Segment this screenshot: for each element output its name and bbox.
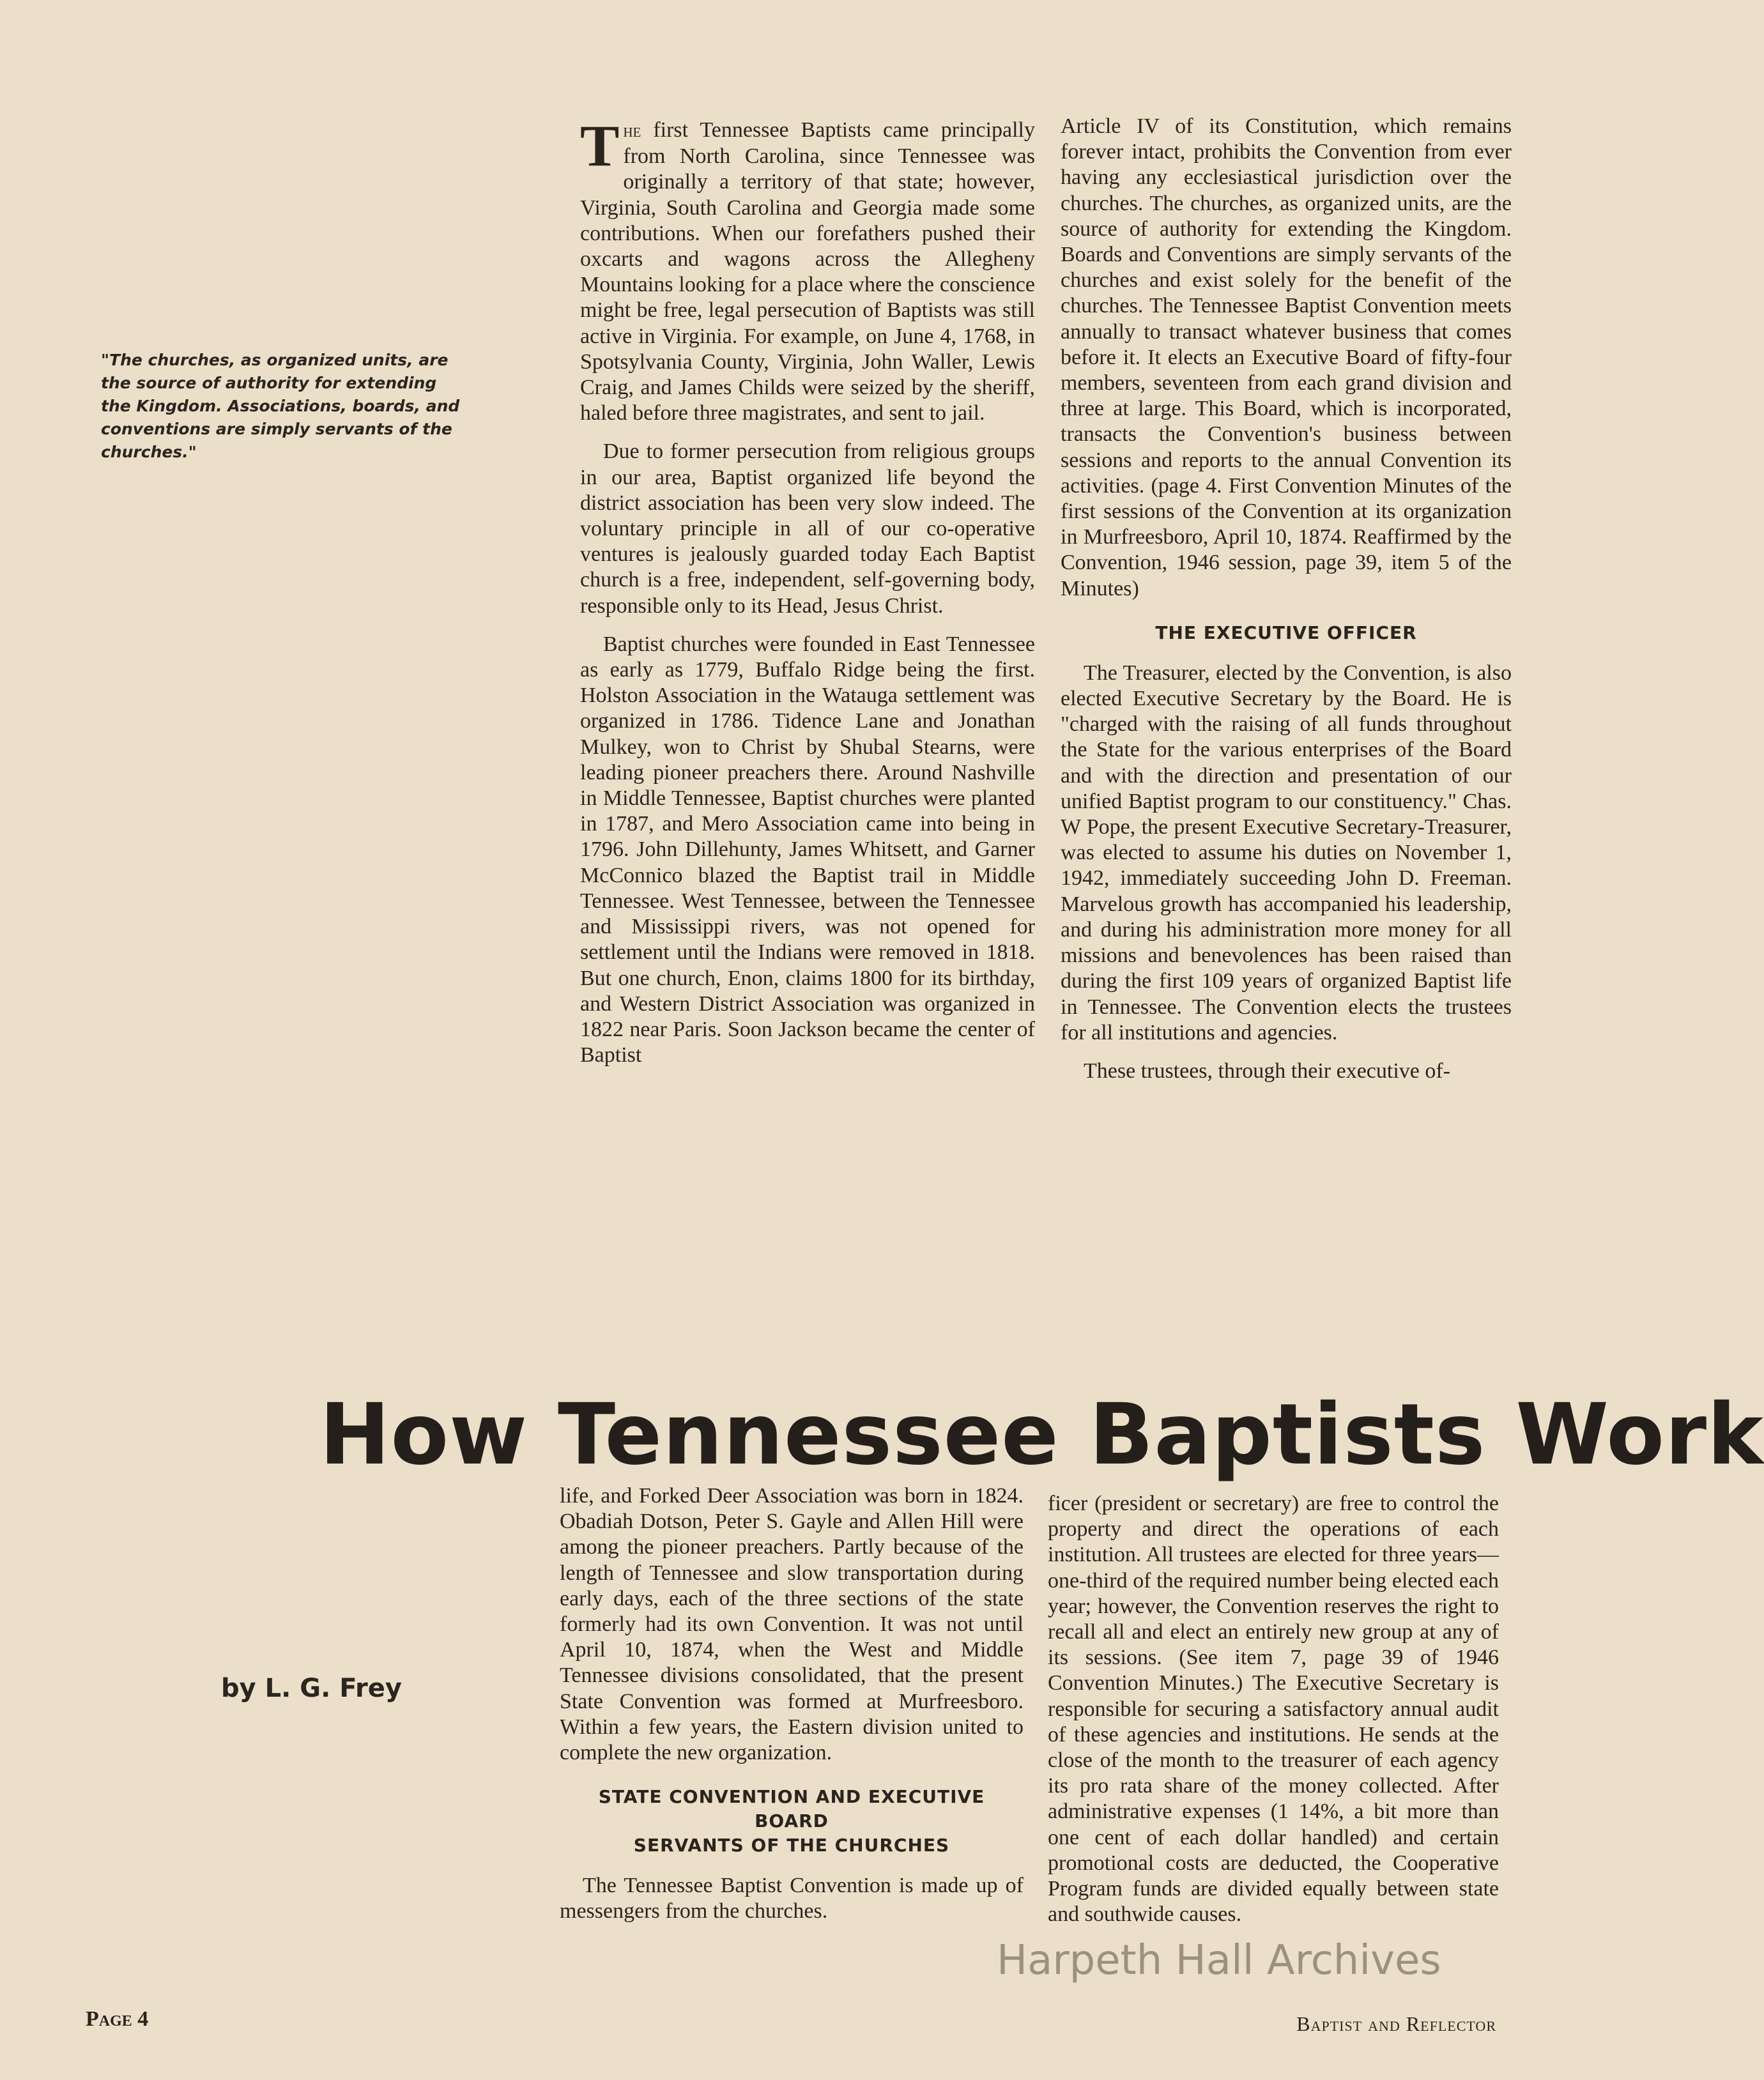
article-paragraph: Due to former persecution from religious groups in our area, Baptist organized life beyond the district association has been very slow indeed. The voluntary principle in all of our co-operative ventures is jealously guarded today Each Baptist church is a free, independent, self-governing body, responsible only to its Head, Jesus Christ. — [580, 440, 1035, 618]
article-column-2 — [1061, 114, 1512, 1097]
article-paragraph: These trustees, through their executive of- — [1084, 1059, 1451, 1083]
article-paragraph: The Tennessee Baptist Convention is made up of messengers from the churches. — [560, 1874, 1024, 1923]
page-number: Page 4 — [86, 2007, 149, 2031]
article-paragraph: Baptist churches were founded in East Tennessee as early as 1779, Buffalo Ridge being the first. Holston Association in the Watauga settlement was organized in 1786. Tidence Lane and Jonathan Mulkey, won to Christ by Shubal Stearns, were leading pioneer preachers there. Around Nashville in Middle Tennessee, Baptist churches were planted in 1787, and Mero Association came into being in 1796. John Dillehunty, James Whitsett, and Garner McConnico blazed the Baptist trail in Middle Tennessee. West Tennessee, between the Tennessee and Mississippi rivers, was not opened for settlement until the Indians were removed in 1818. But one church, Enon, claims 1800 for its birthday, and Western District Association was organized in 1822 near Paris. Soon Jackson became the center of Baptist — [580, 632, 1035, 1067]
byline: by L. G. Frey — [221, 1674, 402, 1703]
section-heading-state-convention — [560, 1785, 1024, 1858]
article-column-3 — [560, 1483, 1024, 1938]
article-paragraph: life, and Forked Deer Association was born in 1824. Obadiah Dotson, Peter S. Gayle and Allen Hill were among the pioneer preachers. Partly because of the length of Tennessee and slow transportation during early days, each of the three sections of the state formerly had its own Convention. It was not until April 10, 1874, when the West and Middle Tennessee divisions consolidated, that the present State Convention was formed at Murfreesboro. Within a few years, the Eastern division united to complete the new organization. — [560, 1484, 1024, 1765]
article-paragraph — [580, 113, 1036, 426]
article-column-4 — [1048, 1491, 1499, 1940]
heading-line: STATE CONVENTION AND EXECUTIVE — [598, 1786, 985, 1808]
heading-line: SERVANTS OF THE CHURCHES — [633, 1835, 950, 1856]
heading-line: BOARD — [755, 1810, 829, 1832]
section-heading-executive-officer: THE EXECUTIVE OFFICER — [1155, 622, 1417, 643]
archive-watermark: Harpeth Hall Archives — [997, 1937, 1441, 1984]
article-paragraph: The Treasurer, elected by the Convention, is also elected Executive Secretary by the Board. He is "charged with the raising of all funds throughout the State for the various enterprises of the Board and with the direction and presentation of our unified Baptist program to our constituency." Chas. W Pope, the present Executive Secretary-Treasurer, was elected to assume his duties on November 1, 1942, immediately succeeding John D. Freeman. Marvelous growth has accompanied his leadership, and during his administration more money for all missions and benevolences has been raised than during the first 109 years of organized Baptist life in Tennessee. The Convention elects the trustees for all institutions and agencies. — [1061, 661, 1512, 1044]
article-title: How Tennessee Baptists Work — [319, 1386, 1764, 1485]
journal-name: Baptist and Reflector — [1296, 2012, 1496, 2035]
article-paragraph: Article IV of its Constitution, which remains forever intact, prohibits the Convention from ever having any ecclesiastical jurisdiction over the churches. The churches, as organized units, are the source of authority for extending the Kingdom. Boards and Conventions are simply servants of the churches and exist solely for the benefit of the churches. The Tennessee Baptist Convention meets annually to transact whatever business that comes before it. It elects an Executive Board of fifty-four members, seventeen from each grand division and three at large. This Board, which is incorporated, transacts the Convention's business between sessions and reports to the annual Convention its activities. (page 4. First Convention Minutes of the first sessions of the Convention at its organization in Murfreesboro, April 10, 1874. Reaffirmed by the Convention, 1946 session, page 39, item 5 of the Minutes) — [1061, 114, 1512, 600]
drop-cap: T — [580, 113, 620, 178]
first-word-smallcaps: he — [623, 120, 641, 141]
article-column-1 — [580, 113, 1036, 1081]
pull-quote: "The churches, as organized units, are the source of authority for extending the Kingdom. Associations, boards, and conventions are simply servants of the churches." — [101, 351, 460, 461]
paragraph-text: first Tennessee Baptists came principally from North Carolina, since Tennessee was originally a territory of that state; however, Virginia, South Carolina and Georgia made some contributions. When our forefathers pushed their oxcarts and wagons across the Allegheny Mountains looking for a place where the conscience might be free, legal persecution of Baptists was still active in Virginia. For example, on June 4, 1768, in Spotsylvania County, Virginia, John Waller, Lewis Craig, and James Childs were seized by the sheriff, haled before three magistrates, and sent to jail. — [580, 118, 1036, 425]
article-paragraph: ficer (president or secretary) are free to control the property and direct the operations of each institution. All trustees are elected for three years—one-third of the required number being elected each year; however, the Convention reserves the right to recall all and elect an entirely new group at any of its sessions. (See item 7, page 39 of 1946 Convention Minutes.) The Executive Secretary is responsible for securing a satisfactory annual audit of these agencies and institutions. He sends at the close of the month to the treasurer of each agency its pro rata share of the money collected. After administrative expenses (1 14%, a bit more than one cent of each dollar handled) and certain promotional costs are deducted, the Cooperative Program funds are divided equally between state and southwide causes. — [1048, 1492, 1499, 1927]
